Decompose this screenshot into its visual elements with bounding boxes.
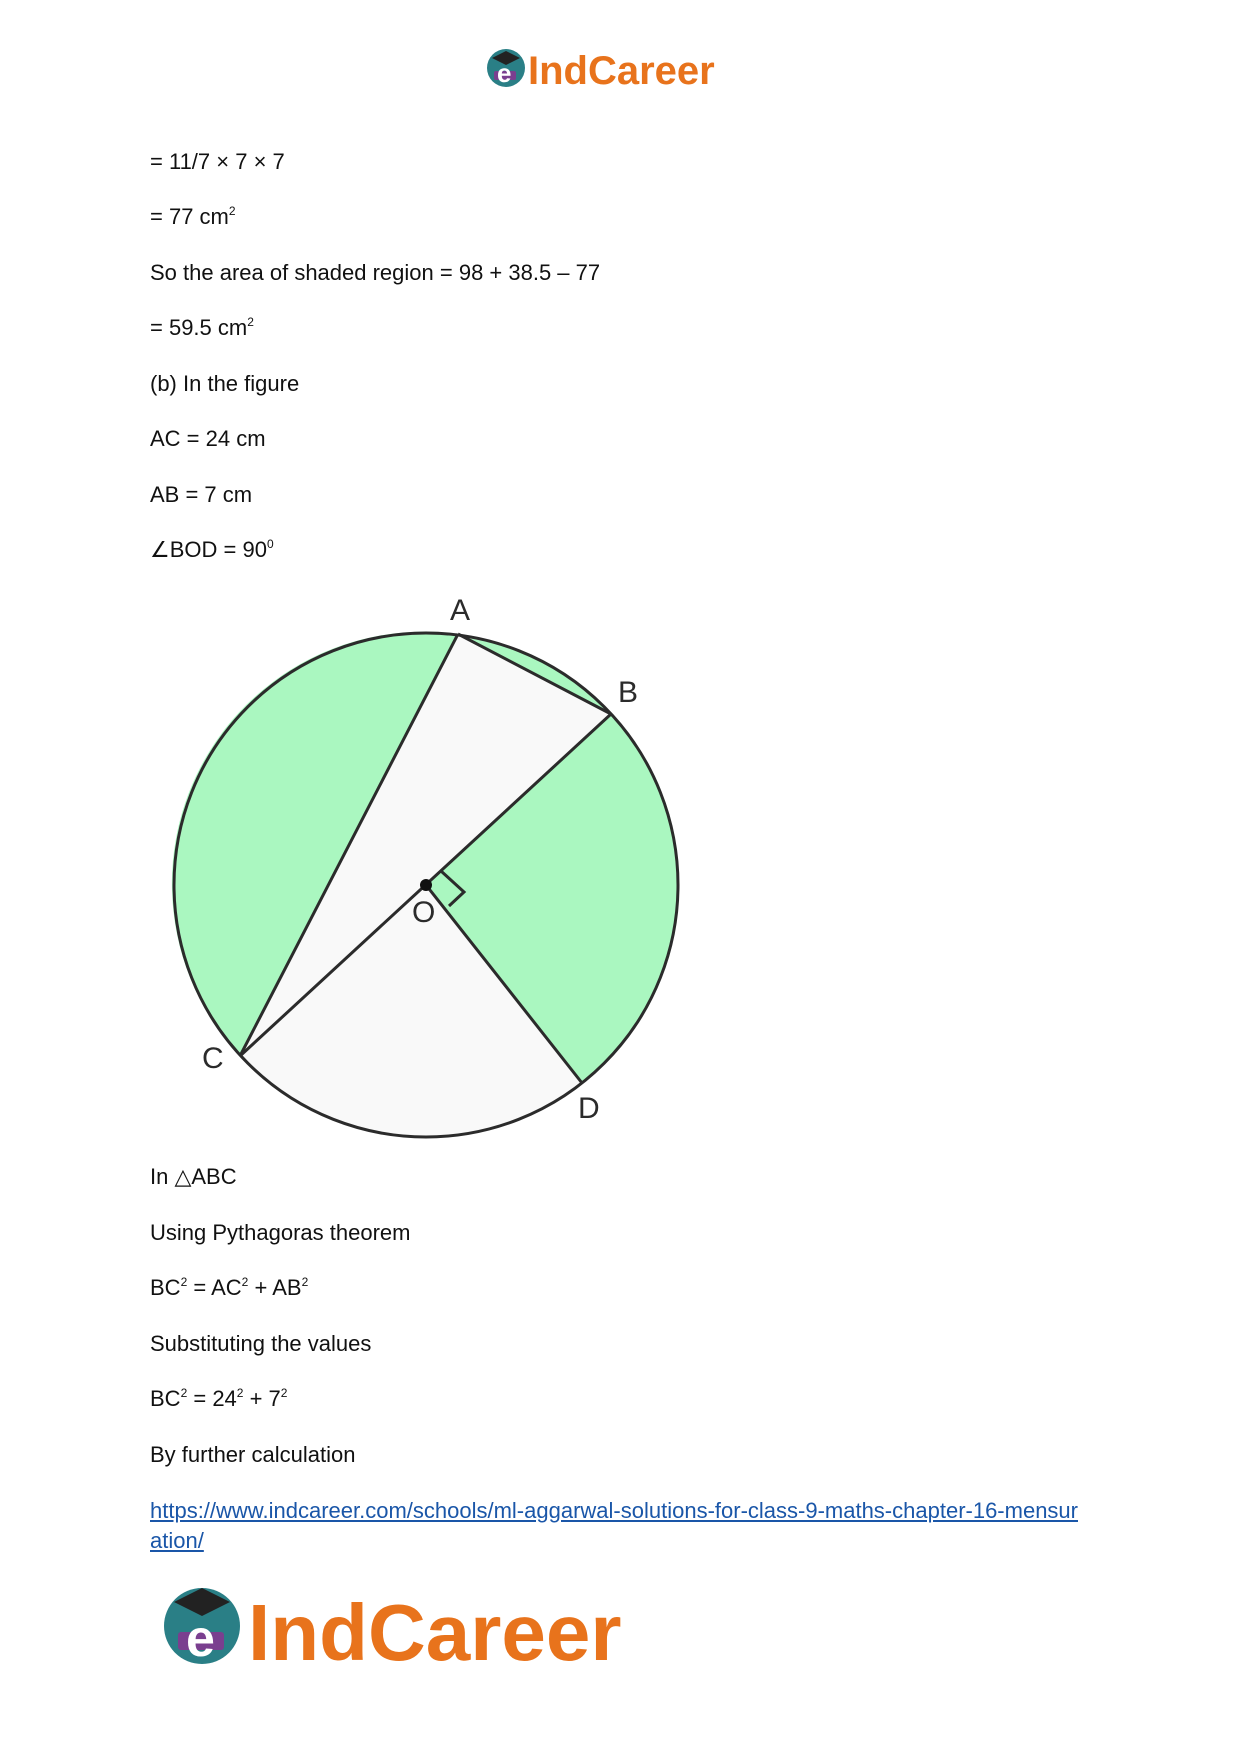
- equation-line: = 77 $cm^2$: [150, 204, 236, 229]
- label-a: A: [450, 594, 471, 627]
- text-line: Substituting the values: [150, 1331, 372, 1356]
- equation-line: $BC^2 = AC^2 + AB^2$: [150, 1275, 309, 1300]
- logo-wordmark: IndCareer: [528, 49, 715, 93]
- logo-letter: e: [186, 1610, 215, 1668]
- text-line: Using Pythagoras theorem: [150, 1220, 411, 1245]
- label-d: D: [578, 1092, 600, 1125]
- indcareer-logo-bottom: [160, 1568, 700, 1680]
- center-point-o: [420, 879, 432, 891]
- equation-line: = 11/7 × 7 × 7: [150, 149, 285, 174]
- text-line: (b) In the figure: [150, 371, 300, 396]
- logo-wordmark: IndCareer: [248, 1588, 622, 1677]
- label-c: C: [202, 1042, 224, 1075]
- text-line: In △ABC: [150, 1164, 237, 1189]
- circle-figure: [160, 590, 700, 1150]
- text-line: AC = 24 cm: [150, 426, 266, 451]
- equation-line: = 59.5 $cm^2$: [150, 315, 254, 340]
- text-line: ∠BOD = $90^0$: [150, 537, 274, 562]
- label-o: O: [412, 896, 436, 929]
- indcareer-logo-top: [484, 40, 764, 96]
- logo-letter: e: [497, 58, 512, 88]
- equation-line: $BC^2 = 24^2 + 7^2$: [150, 1386, 288, 1411]
- label-b: B: [618, 676, 639, 709]
- text-line: AB = 7 cm: [150, 482, 253, 507]
- text-line: By further calculation: [150, 1442, 356, 1467]
- text-line: So the area of shaded region = 98 + 38.5 – 77: [150, 260, 601, 285]
- source-link[interactable]: https://www.indcareer.com/schools/ml-aggarwal-solutions-for-class-9-maths-chapter-16-mensuration/: [150, 1498, 1078, 1553]
